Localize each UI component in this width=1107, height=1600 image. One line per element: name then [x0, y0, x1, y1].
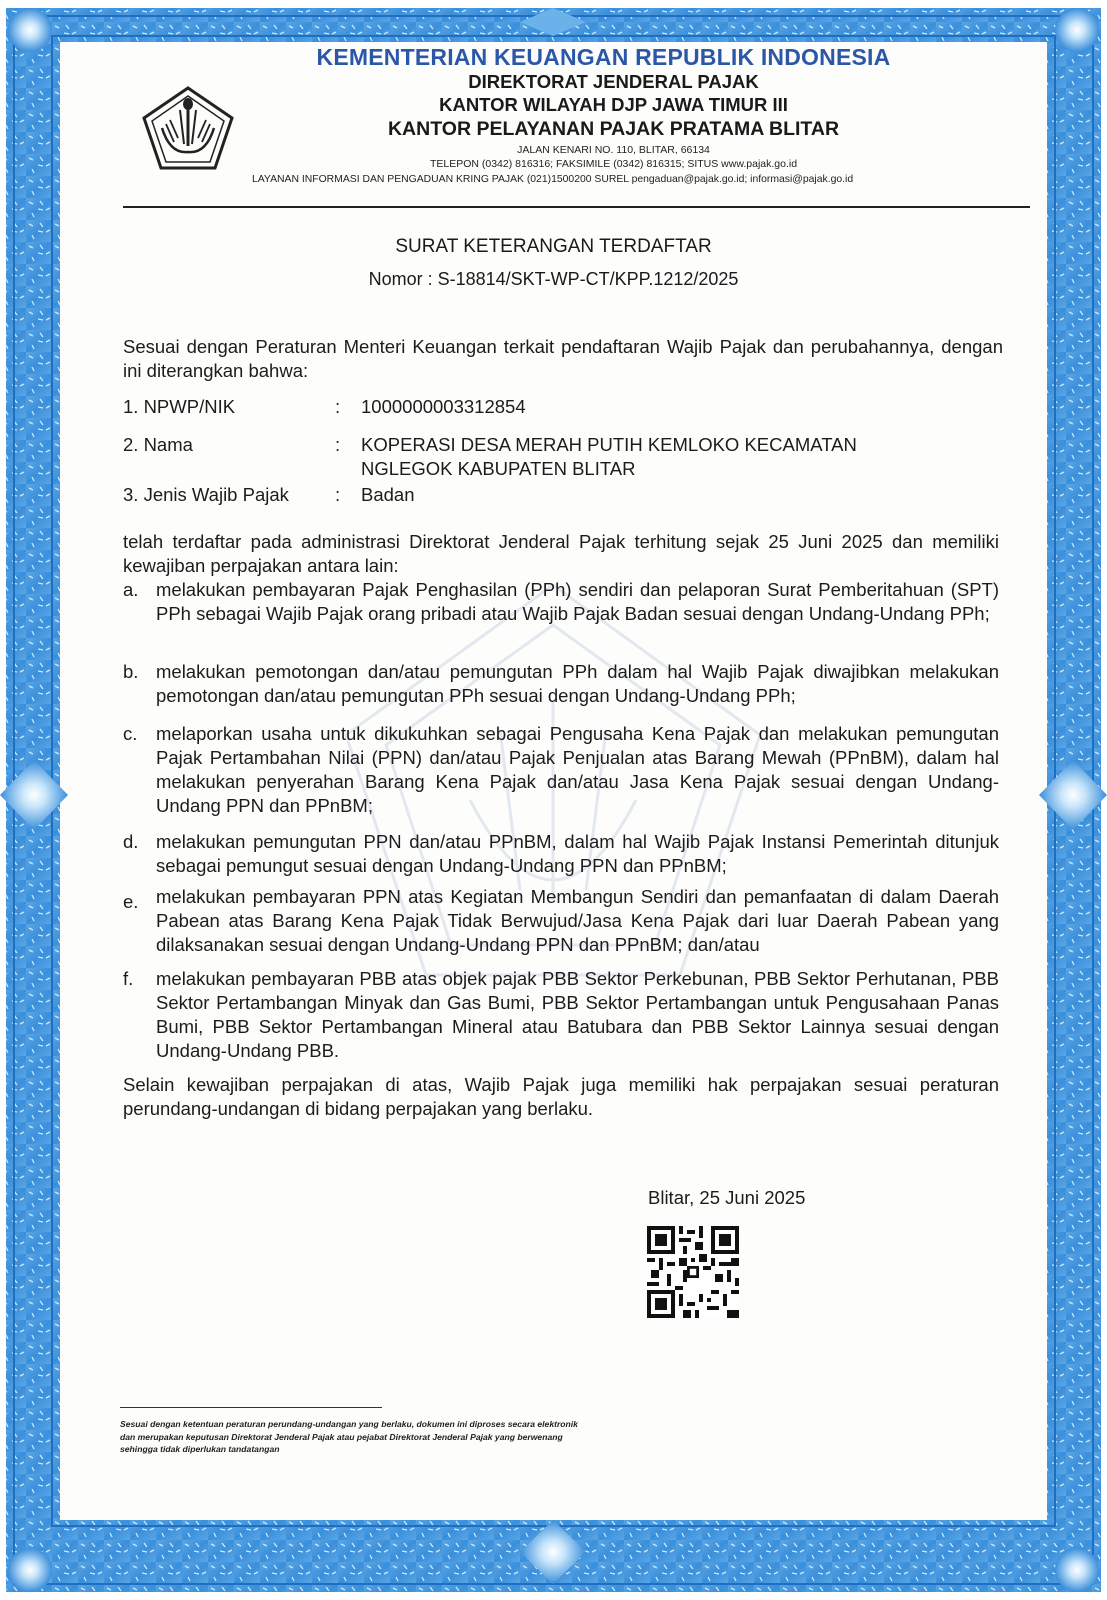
directorate-name: DIREKTORAT JENDERAL PAJAK [468, 71, 759, 92]
footnote-divider [120, 1407, 382, 1408]
obligation-text: melakukan pembayaran PPN atas Kegiatan Membangun Sendiri dan pemanfaatan di dalam Daerah Pabean atas Barang Kena Pajak Tidak Berwujud/Jasa Kena Pajak dari luar Daerah Pabean yang dilaksanakan sesuai dengan Undang-Undang PPN dan PPnBM; dan/atau [156, 886, 999, 955]
field-label-npwp: 1. NPWP/NIK [123, 396, 236, 417]
office-contact: TELEPON (0342) 816316; FAKSIMILE (0342) 816315; SITUS www.pajak.go.id [429, 158, 798, 170]
regional-office-name: KANTOR WILAYAH DJP JAWA TIMUR III [439, 94, 788, 115]
obligation-letter: b. [123, 661, 139, 682]
obligation-letter: f. [123, 968, 134, 989]
field-value-nama-line2: NGLEGOK KABUPATEN BLITAR [361, 458, 636, 479]
document-number: Nomor : S-18814/SKT-WP-CT/KPP.1212/2025 [368, 269, 739, 289]
document-title: SURAT KETERANGAN TERDAFTAR [395, 236, 712, 257]
field-colon-jenis: : [335, 484, 341, 505]
obligation-text: melakukan pembayaran Pajak Penghasilan (PPh) sendiri dan pelaporan Surat Pemberitahuan (SPT) PPh sebagai Wajib Pajak orang pribadi atau Wajib Pajak Badan sesuai dengan Undang-Undang PPh; [156, 579, 999, 624]
obligation-text: melakukan pembayaran PBB atas objek pajak PBB Sektor Perkebunan, PBB Sektor Perhutanan, PBB Sektor Pertambangan Minyak dan Gas Bumi, PBB Sektor Pertambangan untuk Pengusahaan Panas Bumi, PBB Sektor Pertambangan Mineral atau Batubara dan PBB Sektor Lainnya sesuai dengan Undang-Undang PBB. [156, 968, 999, 1061]
obligations-intro: telah terdaftar pada administrasi Direktorat Jenderal Pajak terhitung sejak 25 Juni 2025 dan memiliki kewajiban perpajakan antara lain: [123, 531, 999, 576]
field-label-jenis: 3. Jenis Wajib Pajak [123, 484, 289, 505]
ministry-name: KEMENTERIAN KEUANGAN REPUBLIK INDONESIA [316, 44, 891, 70]
obligation-letter: c. [123, 723, 138, 744]
office-address: JALAN KENARI NO. 110, BLITAR, 66134 [517, 144, 710, 156]
field-colon-npwp: : [335, 396, 341, 417]
tax-office-name: KANTOR PELAYANAN PAJAK PRATAMA BLITAR [387, 118, 840, 140]
field-value-npwp: 1000000003312854 [361, 396, 526, 417]
obligation-letter: a. [123, 579, 139, 600]
header-divider [123, 206, 1030, 208]
closing-paragraph: Selain kewajiban perpajakan di atas, Wajib Pajak juga memiliki hak perpajakan sesuai peraturan perundang-undangan di bidang perpajakan yang berlaku. [123, 1074, 999, 1119]
place-date: Blitar, 25 Juni 2025 [648, 1187, 806, 1208]
obligation-text: melakukan pemotongan dan/atau pemungutan PPh dalam hal Wajib Pajak diwajibkan melakukan pemotongan dan/atau pemungutan PPh sesuai dengan Undang-Undang PPh; [156, 661, 999, 706]
intro-paragraph: Sesuai dengan Peraturan Menteri Keuangan terkait pendaftaran Wajib Pajak dan perubahannya, dengan ini diterangkan bahwa: [123, 336, 1003, 381]
obligation-letter: d. [123, 831, 139, 852]
obligation-letter: e. [123, 891, 139, 912]
field-value-nama-line1: KOPERASI DESA MERAH PUTIH KEMLOKO KECAMATAN [361, 434, 857, 455]
obligation-text: melakukan pemungutan PPN dan/atau PPnBM, dalam hal Wajib Pajak Instansi Pemerintah ditunjuk sebagai pemungut sesuai dengan Undang-Undang PPN dan PPnBM; [156, 831, 999, 876]
office-service-info: LAYANAN INFORMASI DAN PENGADUAN KRING PAJAK (021)1500200 SUREL pengaduan@pajak.go.id; informasi@pajak.go.id [252, 174, 854, 185]
field-label-nama: 2. Nama [123, 434, 193, 455]
footnote: Sesuai dengan ketentuan peraturan perundang-undangan yang berlaku, dokumen ini diproses secara elektronik dan merupakan keputusan Direktorat Jenderal Pajak atau pejabat Direktorat Jenderal Pajak yang berwenang sehingga tidak diperlukan tandatangan [120, 1419, 578, 1454]
field-colon-nama: : [335, 434, 341, 455]
obligation-text: melaporkan usaha untuk dikukuhkan sebagai Pengusaha Kena Pajak dan melakukan pemungutan Pajak Pertambahan Nilai (PPN) dan/atau Pajak Penjualan atas Barang Mewah (PPnBM), dalam hal melakukan penyerahan Barang Kena Pajak dan/atau Jasa Kena Pajak sesuai dengan Undang-Undang PPN dan PPnBM; [156, 723, 999, 816]
field-value-jenis: Badan [361, 484, 415, 505]
qr-code-icon [647, 1226, 739, 1318]
